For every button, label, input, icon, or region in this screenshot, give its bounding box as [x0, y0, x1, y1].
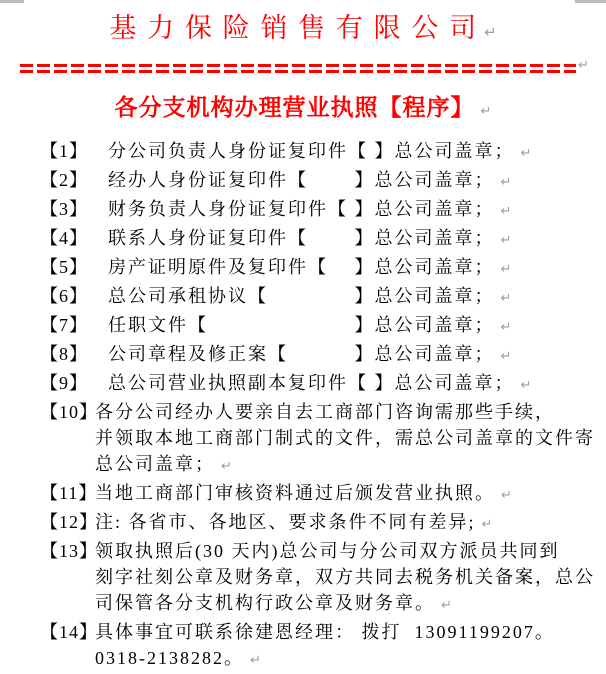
list-item: [0, 312, 606, 341]
paragraph-mark-icon: ↵: [520, 146, 532, 161]
list-item: [0, 370, 606, 399]
item-text-row: [0, 619, 606, 645]
list-item: [0, 196, 606, 225]
double-line-divider: [20, 58, 589, 74]
list-item: [0, 538, 606, 619]
paragraph-mark-icon: ↵: [500, 291, 512, 306]
list-item: [0, 341, 606, 370]
list-item: [0, 225, 606, 254]
item-text-row: [0, 509, 606, 538]
paragraph-mark-icon: ↵: [484, 23, 497, 41]
list-item: [0, 399, 606, 480]
screen-edge-artifact-right: [575, 0, 606, 3]
item-text-row: [0, 196, 606, 225]
item-number-label: 【9】: [40, 373, 88, 393]
item-number-label: 【13】: [40, 541, 98, 561]
item-text-row: [0, 283, 606, 312]
paragraph-mark-icon: ↵: [500, 175, 512, 190]
paragraph-mark-icon: ↵: [221, 459, 232, 474]
list-item: [0, 254, 606, 283]
item-text-row: [0, 564, 606, 590]
item-text-row: [0, 370, 606, 399]
item-text-row: [0, 167, 606, 196]
item-text-row: [0, 225, 606, 254]
paragraph-mark-icon: ↵: [500, 233, 512, 248]
paragraph-mark-icon: ↵: [578, 58, 589, 73]
item-text-line: 刻字社刻公章及财务章，双方共同去税务机关备案，总公: [95, 567, 595, 587]
list-item: [0, 619, 606, 674]
item-text-line: 0318-2138282。: [95, 648, 244, 668]
item-text-line: 任职文件【 】总公司盖章；: [108, 315, 495, 335]
paragraph-mark-icon: ↵: [250, 653, 261, 668]
paragraph-mark-icon: ↵: [481, 517, 493, 532]
procedure-list: [0, 138, 606, 674]
item-number-label: 【3】: [40, 199, 88, 219]
item-text-line: 财务负责人身份证复印件【 】总公司盖章；: [108, 199, 495, 219]
item-text-row: [0, 425, 606, 451]
item-text-row: [0, 341, 606, 370]
document-title-text: 各分支机构办理营业执照【程序】: [114, 95, 475, 120]
list-item: [0, 509, 606, 538]
list-item: [0, 283, 606, 312]
list-item: [0, 138, 606, 167]
item-text-line: 各分公司经办人要亲自去工商部门咨询需那些手续，: [95, 402, 555, 422]
list-item: [0, 167, 606, 196]
item-text-line: 公司章程及修正案【 】总公司盖章；: [108, 344, 495, 364]
item-number-label: 【11】: [40, 483, 98, 503]
item-text-line: 联系人身份证复印件【 】总公司盖章；: [108, 228, 495, 248]
item-text-row: [0, 645, 606, 674]
item-text-row: [0, 590, 606, 619]
divider-dash-bottom: [20, 70, 576, 73]
item-text-line: 领取执照后(30 天内)总公司与分公司双方派员共同到: [95, 541, 560, 561]
item-number-label: 【7】: [40, 315, 88, 335]
paragraph-mark-icon: ↵: [520, 378, 532, 393]
paragraph-mark-icon: ↵: [441, 598, 452, 613]
item-text-line: 当地工商部门审核资料通过后颁发营业执照。: [95, 483, 495, 503]
item-text-line: 总公司承租协议【 】总公司盖章；: [108, 286, 495, 306]
company-name: [0, 0, 606, 50]
item-number-label: 【2】: [40, 170, 88, 190]
paragraph-mark-icon: ↵: [500, 262, 512, 277]
item-number-label: 【8】: [40, 344, 88, 364]
item-number-label: 【4】: [40, 228, 88, 248]
item-text-row: [0, 451, 606, 480]
item-text-row: [0, 480, 606, 509]
item-number-label: 【1】: [40, 141, 88, 161]
item-text-row: [0, 399, 606, 425]
item-text-row: [0, 254, 606, 283]
item-text-line: 并领取本地工商部门制式的文件，需总公司盖章的文件寄: [95, 428, 595, 448]
item-text-line: 具体事宜可联系徐建恩经理： 拨打 13091199207。: [95, 622, 555, 642]
item-text-row: [0, 312, 606, 341]
item-text-line: 总公司营业执照副本复印件【 】总公司盖章；: [108, 373, 515, 393]
item-number-label: 【14】: [40, 622, 98, 642]
document-title: [0, 94, 606, 126]
company-name-text: 基 力 保 险 销 售 有 限 公 司: [109, 13, 479, 43]
item-text-line: 司保管各分支机构行政公章及财务章。: [95, 593, 435, 613]
item-number-label: 【10】: [40, 402, 98, 422]
item-text-line: 经办人身份证复印件【 】总公司盖章；: [108, 170, 495, 190]
screen-edge-artifact-left: [0, 0, 24, 3]
item-text-row: [0, 138, 606, 167]
paragraph-mark-icon: ↵: [500, 349, 512, 364]
list-item: [0, 480, 606, 509]
paragraph-mark-icon: ↵: [501, 488, 512, 503]
divider-dash-top: [20, 64, 576, 67]
paragraph-mark-icon: ↵: [500, 204, 512, 219]
item-number-label: 【5】: [40, 257, 88, 277]
item-number-label: 【6】: [40, 286, 88, 306]
item-text-line: 总公司盖章；: [95, 454, 215, 474]
paragraph-mark-icon: ↵: [500, 320, 512, 335]
paragraph-mark-icon: ↵: [480, 104, 492, 119]
item-text-line: 分公司负责人身份证复印件【 】总公司盖章；: [108, 141, 515, 161]
item-text-line: 房产证明原件及复印件【 】总公司盖章；: [108, 257, 495, 277]
item-text-row: [0, 538, 606, 564]
item-text-line: 注: 各省市、各地区、要求条件不同有差异;: [95, 512, 476, 532]
item-number-label: 【12】: [40, 512, 98, 532]
